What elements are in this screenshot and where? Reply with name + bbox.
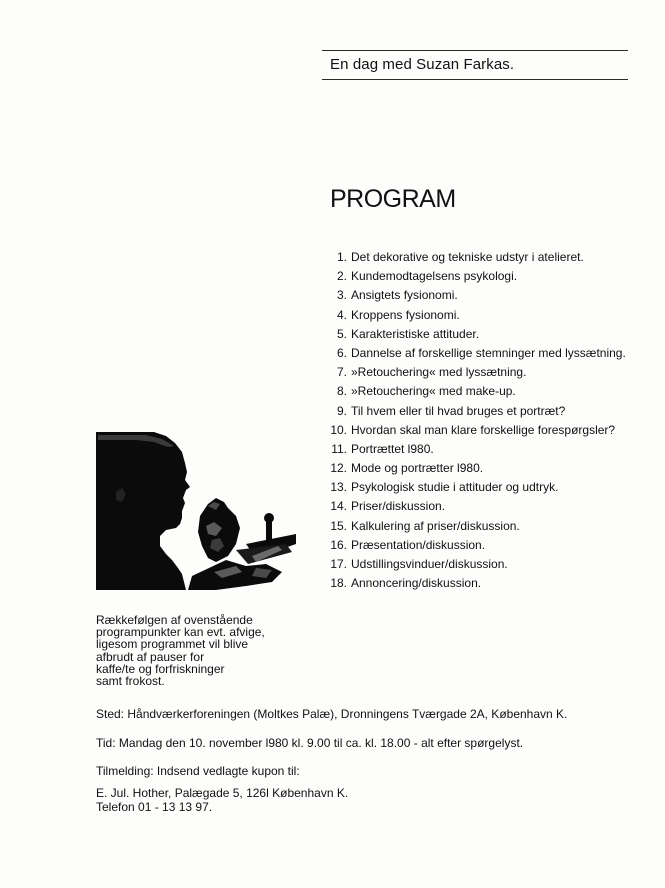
program-item-number: 17. bbox=[330, 557, 347, 571]
schedule-note-line: samt frokost. bbox=[96, 674, 165, 689]
time-line: Tid: Mandag den 10. november l980 kl. 9.00 til ca. kl. 18.00 - alt efter spørgelyst. bbox=[96, 736, 524, 750]
program-item-number: 14. bbox=[330, 499, 347, 514]
program-item-text: Dannelse af forskellige stemninger med lyssætning. bbox=[351, 345, 626, 360]
program-item-text: Kroppens fysionomi. bbox=[351, 307, 460, 322]
program-item-text: Det dekorative og tekniske udstyr i atelieret. bbox=[351, 250, 584, 264]
program-item-number: 15. bbox=[330, 518, 347, 533]
program-item-17 bbox=[322, 555, 626, 574]
program-item-number: 7. bbox=[336, 365, 347, 380]
program-item-number: 3. bbox=[336, 288, 347, 303]
program-item-text: Mode og portrætter l980. bbox=[351, 461, 484, 476]
program-item-1 bbox=[322, 248, 626, 267]
program-item-number: 2. bbox=[336, 269, 347, 284]
program-item-number: 11. bbox=[331, 441, 347, 456]
program-item-6 bbox=[322, 344, 626, 363]
program-item-7 bbox=[322, 363, 626, 382]
program-item-15 bbox=[322, 517, 626, 536]
phone-line: Telefon 01 - 13 13 97. bbox=[96, 799, 213, 814]
program-item-text: »Retouchering« med lyssætning. bbox=[351, 365, 527, 380]
schedule-note bbox=[96, 614, 326, 687]
schedule-note-line: programpunkter kan evt. afvige, bbox=[96, 625, 265, 640]
program-item-4 bbox=[322, 306, 626, 325]
program-item-text: Udstillingsvinduer/diskussion. bbox=[351, 557, 508, 571]
program-item-2 bbox=[322, 267, 626, 286]
signup-line: Tilmelding: Indsend vedlagte kupon til: bbox=[96, 764, 300, 778]
schedule-note-line: kaffe/te og forfriskninger bbox=[96, 661, 225, 676]
program-item-number: 8. bbox=[336, 384, 347, 399]
header-top-rule bbox=[322, 50, 628, 51]
program-item-number: 6. bbox=[336, 345, 347, 360]
program-item-number: 16. bbox=[330, 537, 347, 552]
program-item-text: Annoncering/diskussion. bbox=[351, 576, 482, 591]
program-item-text: Kundemodtagelsens psykologi. bbox=[351, 269, 518, 284]
program-item-text: »Retouchering« med make-up. bbox=[351, 384, 516, 399]
program-item-number: 13. bbox=[330, 480, 347, 495]
program-heading: PROGRAM bbox=[330, 185, 456, 213]
program-item-3 bbox=[322, 286, 626, 305]
program-item-number: 5. bbox=[336, 326, 347, 341]
program-item-number: 18. bbox=[330, 576, 347, 591]
program-item-8 bbox=[322, 382, 626, 401]
program-item-text: Karakteristiske attituder. bbox=[351, 326, 480, 341]
program-item-11 bbox=[322, 440, 626, 459]
program-item-5 bbox=[322, 325, 626, 344]
program-item-number: 9. bbox=[336, 403, 347, 418]
portrait-silhouette-with-camera-icon bbox=[96, 432, 297, 590]
schedule-note-line: ligesom programmet vil blive bbox=[96, 637, 249, 652]
program-item-number: 4. bbox=[336, 307, 347, 322]
program-item-text: Psykologisk studie i attituder og udtryk. bbox=[351, 480, 559, 495]
program-list bbox=[322, 248, 626, 593]
program-item-number: 10. bbox=[330, 422, 347, 437]
program-item-text: Kalkulering af priser/diskussion. bbox=[351, 518, 520, 533]
header-bottom-rule bbox=[322, 79, 628, 80]
header-title: En dag med Suzan Farkas. bbox=[330, 56, 515, 73]
program-item-14 bbox=[322, 497, 626, 516]
schedule-note-line: Rækkefølgen af ovenstående bbox=[96, 613, 253, 627]
program-item-12 bbox=[322, 459, 626, 478]
program-item-10 bbox=[322, 421, 626, 440]
program-item-18 bbox=[322, 574, 626, 593]
program-item-number: 1. bbox=[336, 250, 347, 264]
program-item-text: Priser/diskussion. bbox=[351, 499, 446, 514]
program-item-text: Til hvem eller til hvad bruges et portræt? bbox=[351, 403, 566, 418]
program-item-9 bbox=[322, 402, 626, 421]
address-line: E. Jul. Hother, Palægade 5, 126l København K. bbox=[96, 786, 349, 800]
program-item-text: Hvordan skal man klare forskellige forespørgsler? bbox=[351, 422, 616, 437]
program-item-text: Portrættet l980. bbox=[351, 441, 434, 456]
program-item-number: 12. bbox=[330, 461, 347, 476]
program-item-16 bbox=[322, 536, 626, 555]
program-item-text: Ansigtets fysionomi. bbox=[351, 288, 458, 303]
contact-address bbox=[96, 787, 348, 814]
program-item-text: Præsentation/diskussion. bbox=[351, 537, 486, 552]
schedule-note-line: afbrudt af pauser for bbox=[96, 649, 205, 664]
venue-line: Sted: Håndværkerforeningen (Moltkes Palæ), Dronningens Tværgade 2A, København K. bbox=[96, 707, 568, 721]
program-item-13 bbox=[322, 478, 626, 497]
